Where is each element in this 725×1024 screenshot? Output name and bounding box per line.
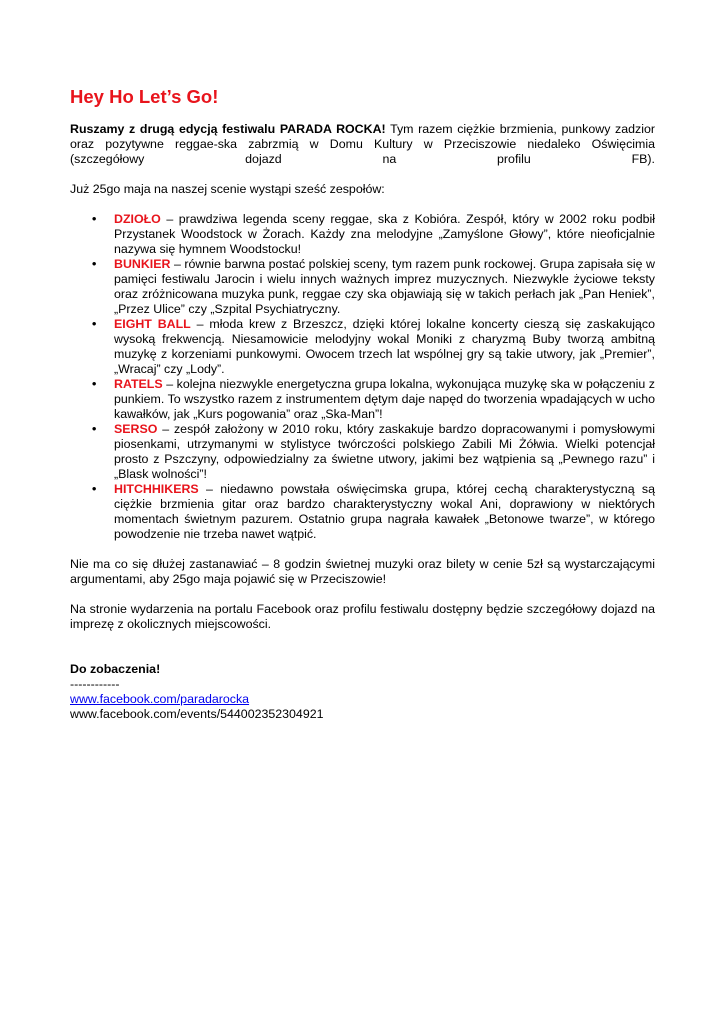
bullet-icon: • <box>92 377 97 391</box>
band-description: – kolejna niezwykle energetyczna grupa lokalna, wykonująca muzykę ska w połączeniu z punkiem. To wszystko razem z instrumentem dętym daje napęd do tworzenia wpadających w ucho kawałków, jak „Kurs pogowania” oraz „Ska-Man”! <box>114 377 655 421</box>
event-link: www.facebook.com/events/544002352304921 <box>70 707 324 721</box>
band-name: SERSO <box>114 422 158 436</box>
band-description: – prawdziwa legenda sceny reggae, ska z Kobióra. Zespół, który w 2002 roku podbił Przystanek Woodstock w Żorach. Każdy zna melodyjne „Zamyślone Głowy”, które nieoficjalnie nazywa się hymnem Woodstocku! <box>114 212 655 256</box>
list-item <box>70 422 655 482</box>
band-description: – równie barwna postać polskiej sceny, tym razem punk rockowej. Grupa zapisała się w pamięci festiwalu Jarocin i wielu innych ważnych imprez muzycznych. Niezwykle życiowe teksty oraz zróżnicowana muzyka punk, reggae czy ska objawiają się w takich perłach jak „Pan Heniek”, „Przez Ulice” czy „Szpital Psychiatryczny. <box>114 257 655 316</box>
list-item <box>70 482 655 542</box>
list-item <box>70 377 655 422</box>
intro-text: Tym razem ciężkie brzmienia, punkowy zadzior oraz pozytywne reggae-ska zabrzmią w Domu Kultury w Przeciszowie niedaleko Oświęcimia (szczegółowy dojazd na profilu FB). <box>70 122 655 166</box>
band-name: EIGHT BALL <box>114 317 191 331</box>
facebook-paragraph: Na stronie wydarzenia na portalu Facebook oraz profilu festiwalu dostępny będzie szczegółowy dojazd na imprezę z okolicznych miejscowości. <box>70 602 655 631</box>
document-page <box>70 86 655 722</box>
lead-paragraph: Już 25go maja na naszej scenie wystąpi sześć zespołów: <box>70 182 385 196</box>
bullet-icon: • <box>92 482 97 496</box>
bullet-icon: • <box>92 422 97 436</box>
list-item <box>70 257 655 317</box>
tickets-paragraph: Nie ma co się dłużej zastanawiać – 8 godzin świetnej muzyki oraz bilety w cenie 5zł są wystarczającymi argumentami, aby 25go maja pojawić się w Przeciszowie! <box>70 557 655 586</box>
signoff: Do zobaczenia! <box>70 662 161 676</box>
bullet-icon: • <box>92 212 97 226</box>
intro-paragraph <box>70 122 655 167</box>
band-description: – młoda krew z Brzeszcz, dzięki której lokalne koncerty cieszą się zaskakująco wysoką frekwencją. Niesamowicie melodyjny wokal Moniki z charyzmą Buby tworzą ambitną muzykę z korzeniami punkowymi. Owocem trzech lat wspólnej gry są takie utwory, jak „Premier”, „Wracaj” czy „Lody”. <box>114 317 655 376</box>
band-description: – zespół założony w 2010 roku, który zaskakuje bardzo dopracowanymi i pomysłowymi piosenkami, utrzymanymi w stylistyce twórczości polskiego Zabili Mi Żółwia. Wielki potencjał prosto z Pszczyny, odpowiedzialny za świetne utwory, jakimi bez wątpienia są „Pewnego razu” i „Blask wolności”! <box>114 422 655 481</box>
spacer <box>70 647 655 662</box>
bullet-icon: • <box>92 317 97 331</box>
band-name: RATELS <box>114 377 163 391</box>
page-title: Hey Ho Let’s Go! <box>70 86 219 107</box>
band-name: DZIOŁO <box>114 212 161 226</box>
band-name: BUNKIER <box>114 257 171 271</box>
bullet-icon: • <box>92 257 97 271</box>
list-item <box>70 317 655 377</box>
list-item <box>70 212 655 257</box>
band-list <box>70 212 655 542</box>
profile-link-line <box>70 692 655 707</box>
band-name: HITCHHIKERS <box>114 482 199 496</box>
band-description: – niedawno powstała oświęcimska grupa, której cechą charakterystyczną są ciężkie brzmienia gitar oraz bardzo charakterystyczny wokal Ani, doprawiony w niektórych momentach świetnym pazurem. Ostatnio grupa nagrała kawałek „Betonowe twarze”, w którego powodzenie nie trzeba nawet wątpić. <box>114 482 655 541</box>
separator: ------------ <box>70 677 120 691</box>
profile-link[interactable]: www.facebook.com/paradarocka <box>70 692 250 706</box>
intro-headline: Ruszamy z drugą edycją festiwalu PARADA ROCKA! <box>70 122 386 136</box>
